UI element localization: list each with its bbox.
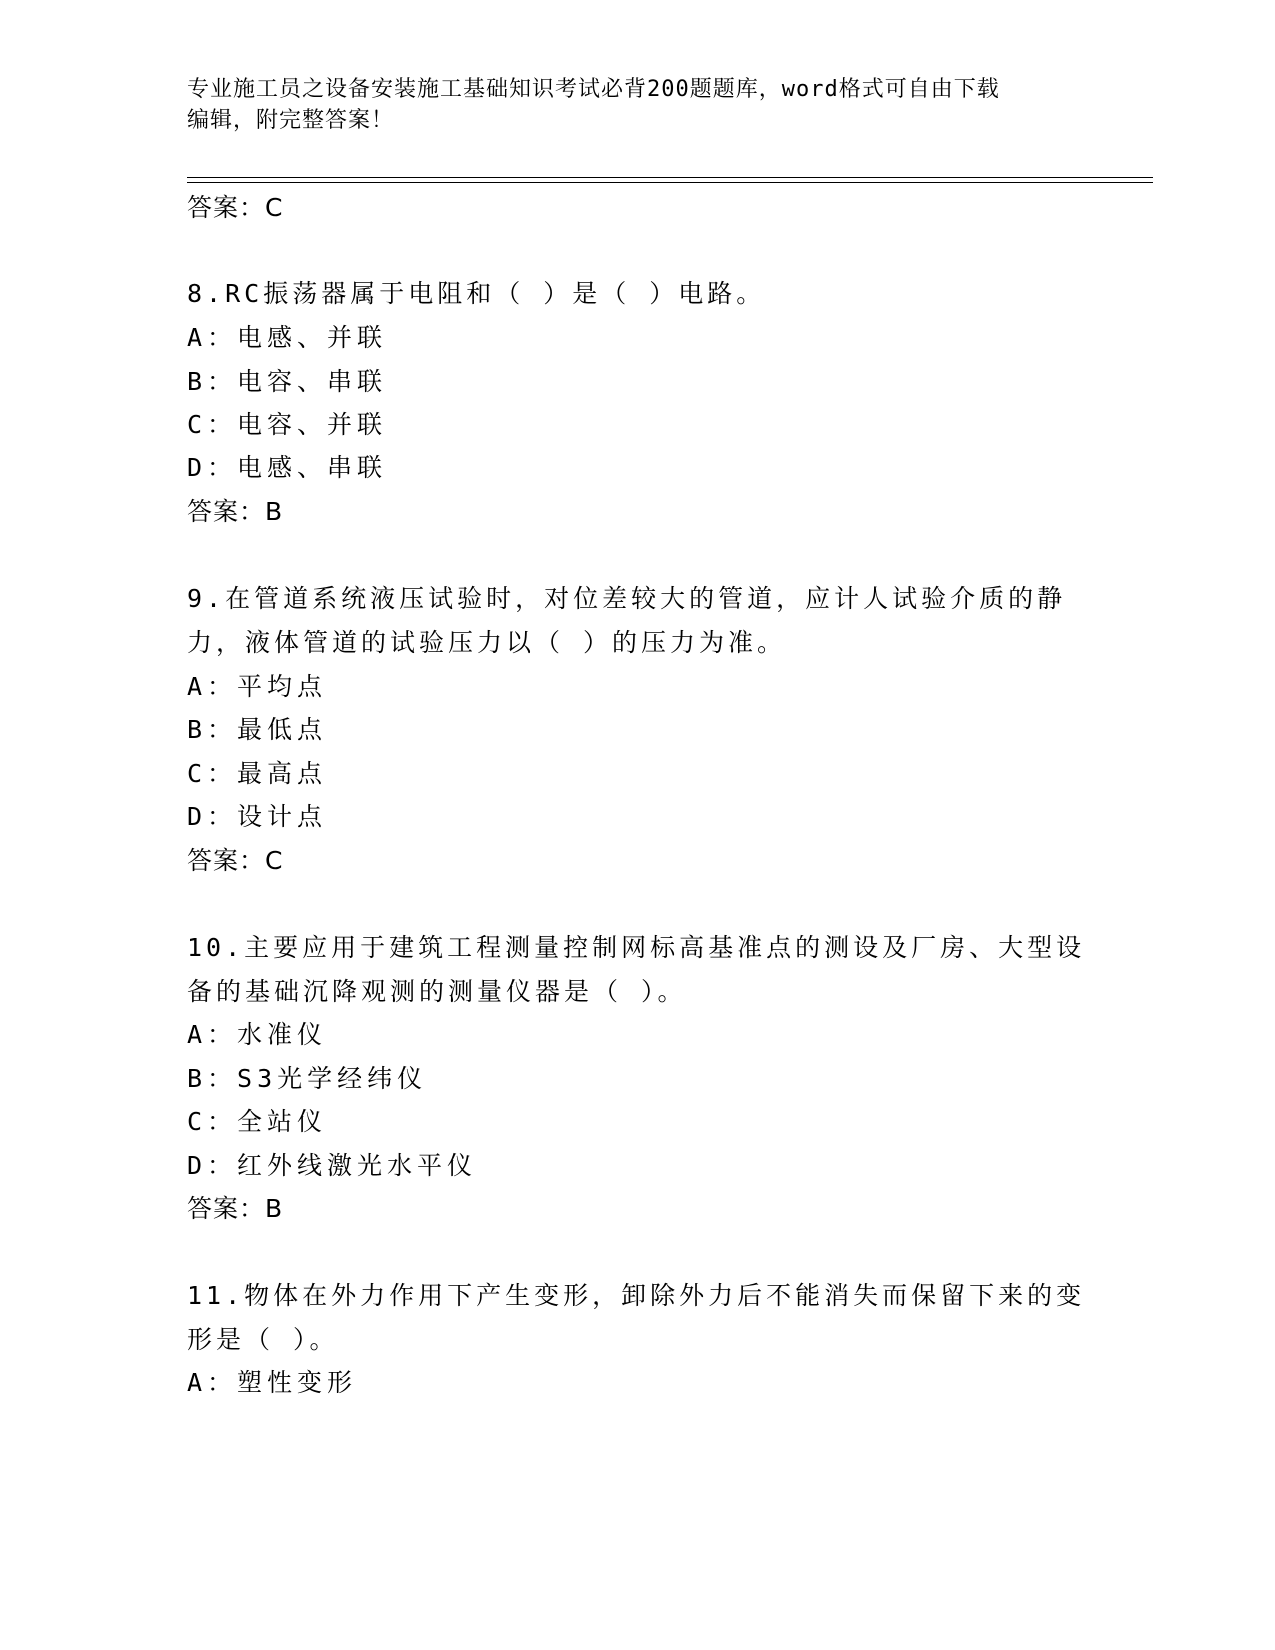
option-c: C：电容、并联 <box>187 410 388 439</box>
question-text: 10.主要应用于建筑工程测量控制网标高基准点的测设及厂房、大型设 <box>187 933 1086 962</box>
option-a: A：电感、并联 <box>187 323 388 352</box>
answer-line: 答案：B <box>187 497 284 526</box>
question-text: 8.RC振荡器属于电阻和（ ）是（ ）电路。 <box>187 279 766 308</box>
option-b: B：S3光学经纬仪 <box>187 1064 428 1093</box>
option-d: D：设计点 <box>187 802 328 831</box>
option-a: A：平均点 <box>187 672 328 701</box>
option-d: D：红外线激光水平仪 <box>187 1151 478 1180</box>
option-d: D：电感、串联 <box>187 453 388 482</box>
header-line-2: 编辑，附完整答案！ <box>187 108 395 133</box>
question-text-cont: 形是（ ）。 <box>187 1325 339 1354</box>
header-rule-top <box>187 177 1153 178</box>
option-b: B：电容、串联 <box>187 367 388 396</box>
question-text: 11.物体在外力作用下产生变形，卸除外力后不能消失而保留下来的变 <box>187 1281 1086 1310</box>
answer-line: 答案：B <box>187 1194 284 1223</box>
question-text-cont: 备的基础沉降观测的测量仪器是（ ）。 <box>187 977 687 1006</box>
header-rule-bottom <box>187 182 1153 183</box>
answer-line: 答案：C <box>187 846 284 875</box>
option-a: A：水准仪 <box>187 1020 328 1049</box>
question-text-cont: 力，液体管道的试验压力以（ ）的压力为准。 <box>187 628 787 657</box>
header-line-1: 专业施工员之设备安装施工基础知识考试必背200题题库，word格式可自由下载 <box>187 77 1000 102</box>
option-c: C：全站仪 <box>187 1107 328 1136</box>
question-text: 9.在管道系统液压试验时，对位差较大的管道，应计人试验介质的静 <box>187 584 1067 613</box>
answer-line: 答案：C <box>187 193 284 222</box>
option-c: C：最高点 <box>187 759 328 788</box>
document-header <box>187 74 1087 136</box>
option-b: B：最低点 <box>187 715 328 744</box>
option-a: A：塑性变形 <box>187 1368 358 1397</box>
